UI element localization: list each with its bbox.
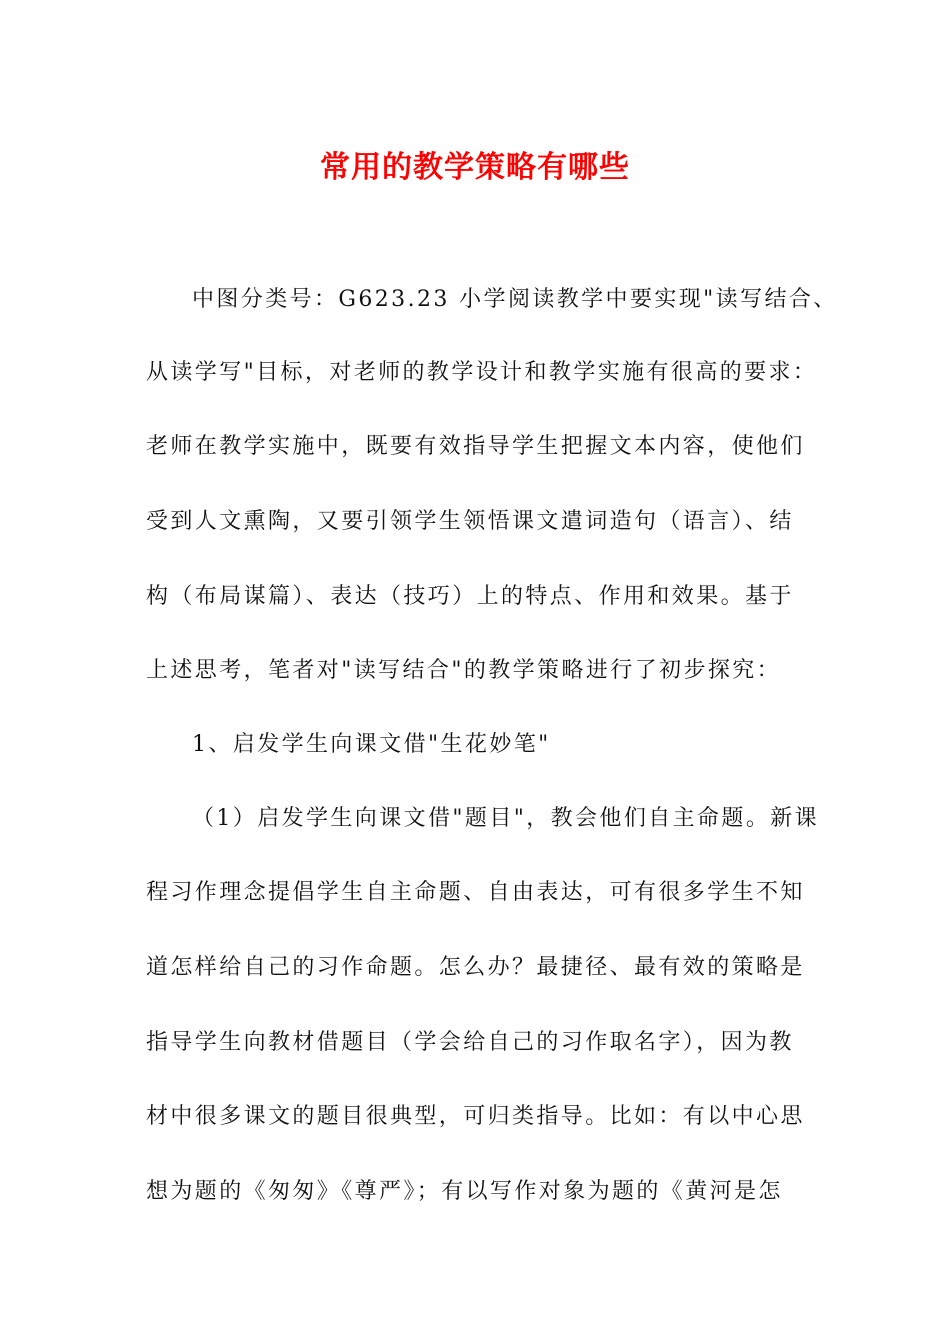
section-heading: 1、启发学生向课文借"生花妙笔" — [192, 732, 551, 757]
body-line-2: 从读学写"目标，对老师的教学设计和教学实施有很高的要求： — [146, 360, 818, 385]
body-line-5: 构（布局谋篇）、表达（技巧）上的特点、作用和效果。基于 — [146, 584, 794, 609]
body-line-1: 中图分类号：G623.23 小学阅读教学中要实现"读写结合、 — [192, 287, 838, 312]
body-line-12: 材中很多课文的题目很典型，可归类指导。比如：有以中心思 — [146, 1104, 805, 1129]
body-line-11: 指导学生向教材借题目（学会给自己的习作取名字），因为教 — [146, 1030, 794, 1055]
body-line-6: 上述思考，笔者对"读写结合"的教学策略进行了初步探究： — [146, 658, 782, 683]
document-title: 常用的教学策略有哪些 — [320, 150, 630, 185]
body-line-10: 道怎样给自己的习作命题。怎么办？最捷径、最有效的策略是 — [146, 955, 805, 980]
body-line-13: 想为题的《匆匆》《尊严》；有以写作对象为题的《黄河是怎 — [146, 1179, 783, 1204]
body-line-4: 受到人文熏陶，又要引领学生领悟课文遣词造句（语言）、结 — [146, 509, 794, 534]
body-line-8: （1）启发学生向课文借"题目"，教会他们自主命题。新课 — [192, 806, 820, 831]
body-line-3: 老师在教学实施中，既要有效指导学生把握文本内容，使他们 — [146, 434, 805, 459]
body-line-9: 程习作理念提倡学生自主命题、自由表达，可有很多学生不知 — [146, 880, 805, 905]
